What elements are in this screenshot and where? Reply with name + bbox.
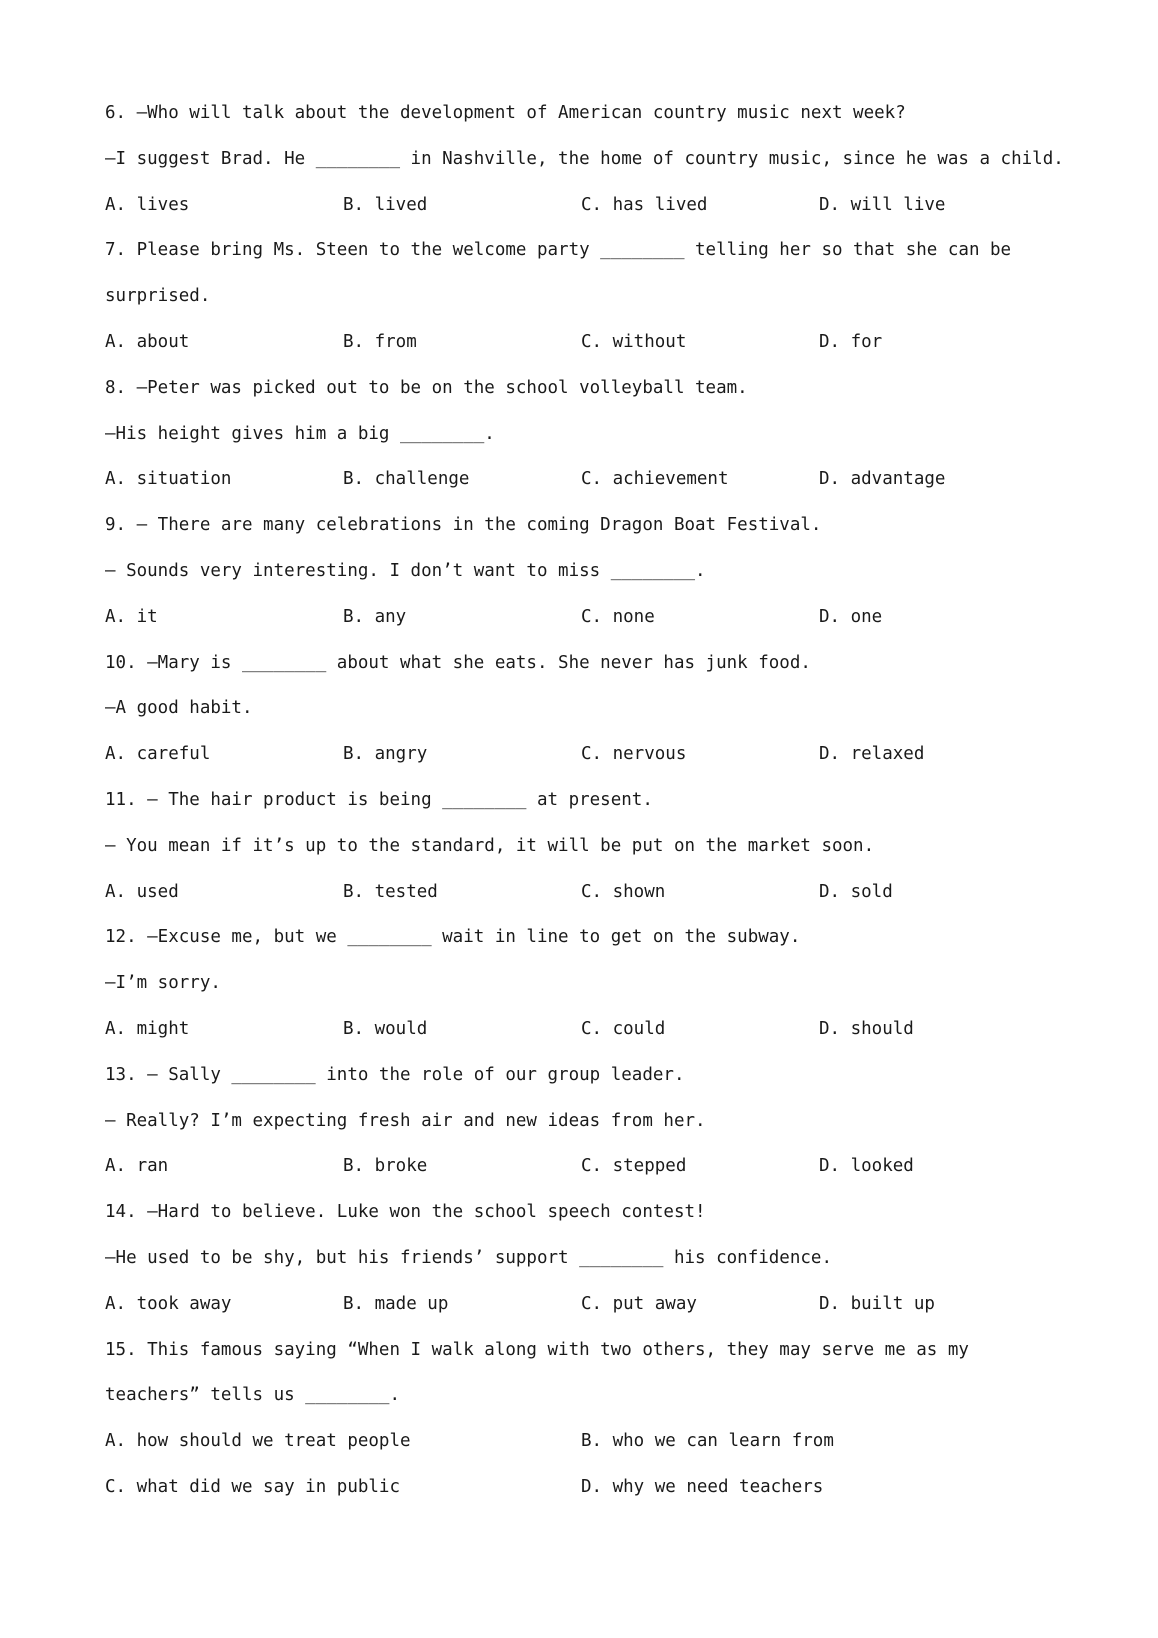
- option-c: C. what did we say in public: [105, 1476, 401, 1497]
- question-13-stem: 13. — Sally ________ into the role of our group leader.: [105, 1064, 685, 1085]
- question-10-reply: —A good habit.: [105, 698, 253, 719]
- option-c: C. could: [581, 1018, 666, 1039]
- question-13-reply: — Really? I’m expecting fresh air and new ideas from her.: [105, 1110, 706, 1131]
- question-12-stem: 12. —Excuse me, but we ________ wait in line to get on the subway.: [105, 927, 801, 948]
- option-a: A. how should we treat people: [105, 1431, 411, 1452]
- option-c: C. shown: [581, 881, 666, 902]
- option-a: A. took away: [105, 1293, 232, 1314]
- option-a: A. used: [105, 881, 179, 902]
- question-12: [105, 923, 1105, 1060]
- option-a: A. might: [105, 1018, 190, 1039]
- option-b: B. tested: [343, 881, 438, 902]
- question-10: [105, 649, 1105, 786]
- question-11: [105, 786, 1105, 923]
- option-b: B. challenge: [343, 469, 470, 490]
- exam-page: [105, 99, 1105, 1519]
- question-14-stem: 14. —Hard to believe. Luke won the school speech contest!: [105, 1202, 706, 1223]
- question-8-stem: 8. —Peter was picked out to be on the school volleyball team.: [105, 377, 748, 398]
- question-15-options-row-1: [105, 1427, 1105, 1473]
- option-c: C. none: [581, 606, 655, 627]
- option-c: C. has lived: [581, 194, 708, 215]
- question-15-stem-cont: teachers” tells us ________.: [105, 1385, 401, 1406]
- question-9-stem: 9. — There are many celebrations in the coming Dragon Boat Festival.: [105, 515, 822, 536]
- option-b: B. broke: [343, 1156, 428, 1177]
- question-9-reply: — Sounds very interesting. I don’t want to miss ________.: [105, 560, 706, 581]
- option-d: D. built up: [819, 1293, 935, 1314]
- question-12-options: [105, 1015, 1105, 1061]
- question-8: [105, 374, 1105, 511]
- question-15-stem: 15. This famous saying “When I walk along with two others, they may serve me as my: [105, 1339, 969, 1360]
- option-d: D. relaxed: [819, 744, 925, 765]
- question-6-stem: 6. —Who will talk about the development of American country music next week?: [105, 103, 906, 123]
- option-d: D. advantage: [819, 469, 946, 490]
- question-6: [105, 99, 1105, 236]
- option-a: A. careful: [105, 744, 211, 765]
- option-a: A. situation: [105, 469, 232, 490]
- question-11-stem: 11. — The hair product is being ________ at present.: [105, 789, 653, 810]
- question-9-options: [105, 603, 1105, 649]
- question-14-reply: —He used to be shy, but his friends’ support ________ his confidence.: [105, 1247, 832, 1268]
- question-14-options: [105, 1290, 1105, 1336]
- option-b: B. angry: [343, 744, 428, 765]
- question-15-options-row-2: [105, 1473, 1105, 1519]
- question-7-options: [105, 328, 1105, 374]
- option-d: D. sold: [819, 881, 893, 902]
- option-c: C. put away: [581, 1293, 697, 1314]
- question-7-stem-cont: surprised.: [105, 286, 211, 307]
- option-a: A. ran: [105, 1156, 169, 1177]
- option-d: D. for: [819, 331, 883, 352]
- question-14: [105, 1198, 1105, 1335]
- question-12-reply: —I’m sorry.: [105, 973, 221, 994]
- option-b: B. who we can learn from: [581, 1431, 834, 1452]
- option-c: C. stepped: [581, 1156, 687, 1177]
- option-d: D. will live: [819, 194, 946, 215]
- option-c: C. nervous: [581, 744, 687, 765]
- question-8-options: [105, 465, 1105, 511]
- option-b: B. would: [343, 1018, 428, 1039]
- question-8-reply: —His height gives him a big ________.: [105, 423, 495, 444]
- question-10-stem: 10. —Mary is ________ about what she eats. She never has junk food.: [105, 652, 811, 673]
- option-b: B. from: [343, 331, 417, 352]
- option-c: C. without: [581, 331, 687, 352]
- question-13: [105, 1061, 1105, 1198]
- question-11-reply: — You mean if it’s up to the standard, it will be put on the market soon.: [105, 835, 875, 856]
- option-a: A. about: [105, 331, 190, 352]
- question-13-options: [105, 1152, 1105, 1198]
- question-7-stem: 7. Please bring Ms. Steen to the welcome party ________ telling her so that she can be: [105, 240, 1012, 261]
- option-d: D. why we need teachers: [581, 1476, 824, 1497]
- question-10-options: [105, 740, 1105, 786]
- option-a: A. lives: [105, 194, 190, 215]
- option-d: D. looked: [819, 1156, 914, 1177]
- option-d: D. should: [819, 1018, 914, 1039]
- option-b: B. any: [343, 606, 407, 627]
- question-11-options: [105, 878, 1105, 924]
- option-b: B. made up: [343, 1293, 449, 1314]
- question-6-reply: —I suggest Brad. He ________ in Nashville, the home of country music, since he was a child.: [105, 148, 1064, 169]
- option-c: C. achievement: [581, 469, 729, 490]
- option-b: B. lived: [343, 194, 428, 215]
- question-9: [105, 511, 1105, 648]
- question-6-options: [105, 191, 1105, 237]
- option-d: D. one: [819, 606, 883, 627]
- question-7: [105, 236, 1105, 373]
- question-15: [105, 1336, 1105, 1519]
- option-a: A. it: [105, 606, 158, 627]
